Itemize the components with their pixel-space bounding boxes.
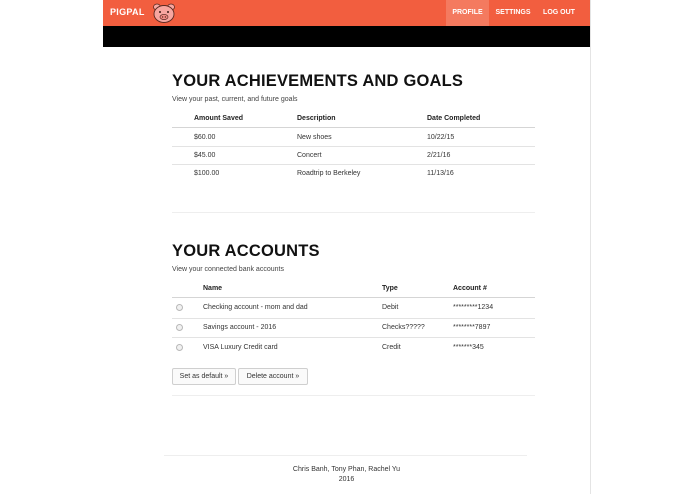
column-header-date: Date Completed	[427, 115, 481, 122]
delete-account-button[interactable]: Delete account »	[238, 368, 308, 385]
row-divider	[172, 318, 535, 319]
cell-account-name: Savings account - 2016	[203, 324, 277, 331]
cell-account-number: *******345	[453, 344, 484, 351]
cell-account-number: ********7897	[453, 324, 491, 331]
section-divider	[172, 395, 535, 396]
table-header-divider	[172, 297, 535, 298]
row-divider	[172, 146, 535, 147]
account-radio[interactable]	[176, 324, 183, 331]
column-header-name: Name	[203, 285, 223, 292]
cell-amount: $45.00	[194, 152, 216, 159]
nav-logout-link[interactable]: LOG OUT	[543, 9, 575, 16]
navbar	[103, 0, 590, 26]
set-default-button[interactable]: Set as default »	[172, 368, 236, 385]
cell-account-name: Checking account - mom and dad	[203, 304, 308, 311]
account-radio[interactable]	[176, 344, 183, 351]
cell-date: 10/22/15	[427, 134, 455, 141]
cell-date: 11/13/16	[427, 170, 454, 177]
column-header-amount: Amount Saved	[194, 115, 244, 122]
pig-logo-icon[interactable]	[151, 2, 177, 24]
footer-divider	[164, 455, 527, 456]
achievements-title: YOUR ACHIEVEMENTS AND GOALS	[172, 72, 464, 90]
cell-date: 2/21/16	[427, 152, 451, 159]
cell-account-type: Debit	[382, 304, 399, 311]
footer-year: 2016	[338, 476, 355, 483]
cell-account-type: Credit	[382, 344, 401, 351]
column-header-description: Description	[297, 115, 336, 122]
achievements-subtitle: View your past, current, and future goals	[172, 96, 298, 103]
section-divider	[172, 212, 535, 213]
row-divider	[172, 164, 535, 165]
cell-amount: $100.00	[194, 170, 220, 177]
cell-account-number: *********1234	[453, 304, 494, 311]
nav-settings-link[interactable]: SETTINGS	[495, 9, 531, 16]
column-header-type: Type	[382, 285, 398, 292]
cell-account-type: Checks?????	[382, 324, 425, 331]
account-radio[interactable]	[176, 304, 183, 311]
page-edge-divider	[590, 0, 591, 494]
cell-description: Concert	[297, 152, 322, 159]
table-header-divider	[172, 127, 535, 128]
brand-name[interactable]: PIGPAL	[110, 7, 145, 17]
row-divider	[172, 337, 535, 338]
accounts-subtitle: View your connected bank accounts	[172, 266, 284, 273]
page	[103, 0, 590, 494]
cell-description: New shoes	[297, 134, 332, 141]
cell-account-name: VISA Luxury Credit card	[203, 344, 278, 351]
footer-authors: Chris Banh, Tony Phan, Rachel Yu	[292, 466, 401, 473]
cell-description: Roadtrip to Berkeley	[297, 170, 361, 177]
cell-amount: $60.00	[194, 134, 216, 141]
accounts-title: YOUR ACCOUNTS	[172, 242, 320, 260]
hero-banner	[103, 26, 590, 47]
column-header-account-number: Account #	[453, 285, 487, 292]
nav-profile-link[interactable]: PROFILE	[446, 0, 489, 26]
